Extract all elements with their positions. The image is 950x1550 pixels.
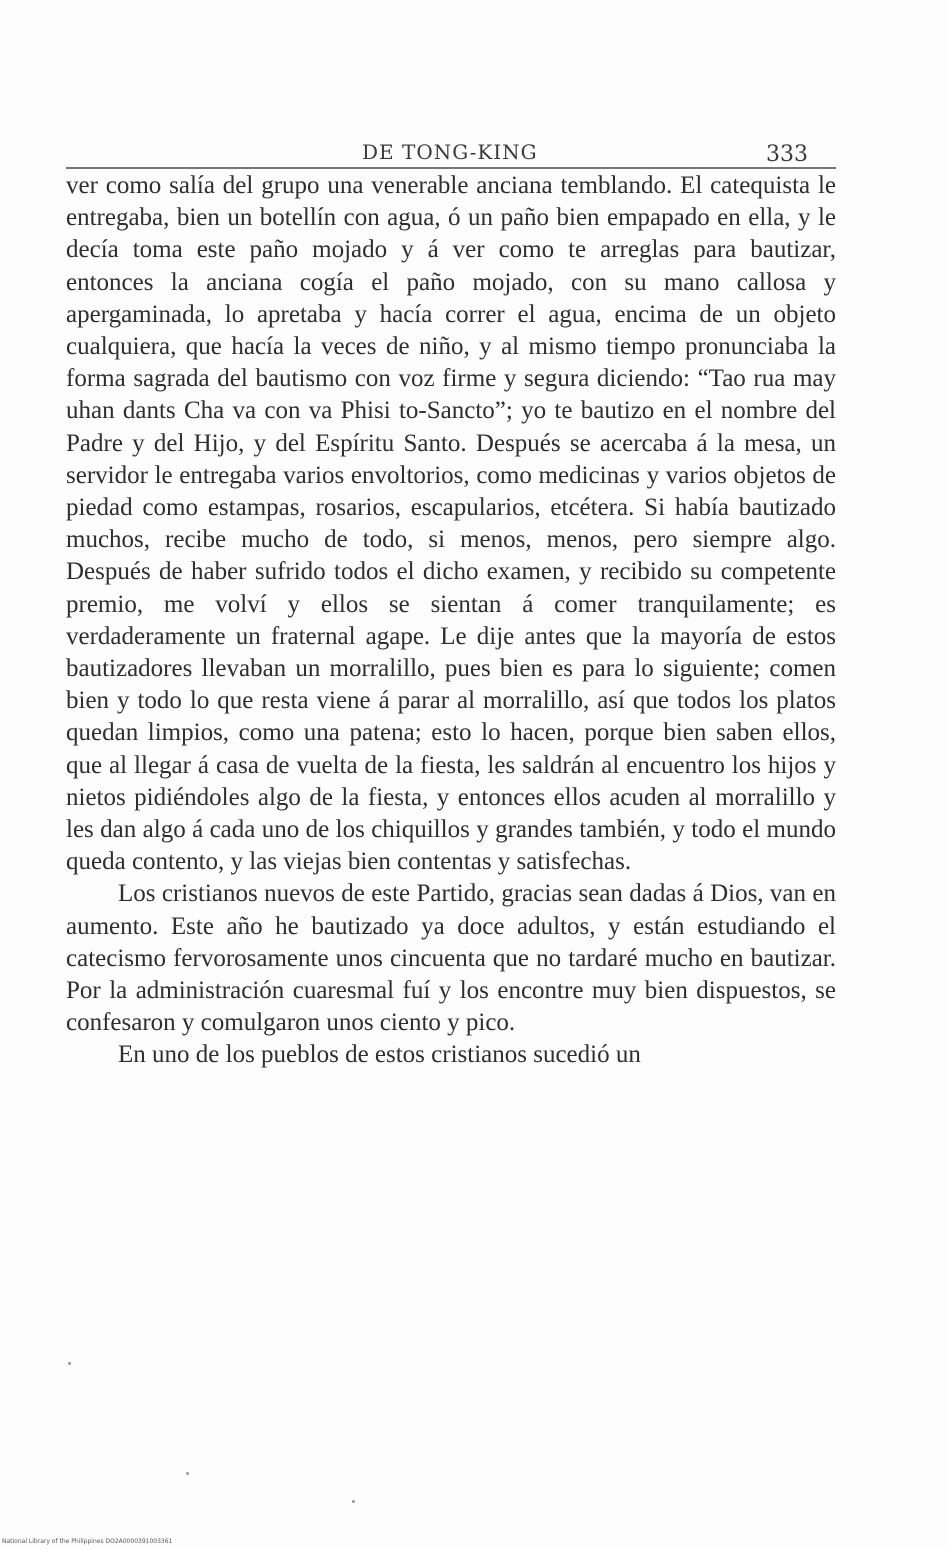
paragraph: Los cristianos nuevos de este Partido, gracias sean dadas á Dios, van en aumento. Este año he bautizado ya doce adultos, y están estudiando el catecismo fervorosamente unos cincuenta que no tardaré mucho en bautizar. Por la administración cuaresmal fuí y los encontre muy bien dispuestos, se confesaron y comulgaron unos ciento y pico. bbox=[66, 880, 836, 1037]
scan-speck bbox=[186, 1472, 189, 1475]
paragraph-continuation: ver como salía del grupo una venerable anciana temblando. El catequista le entregaba, bien un botellín con agua, ó un paño bien empapado en ella, y le decía toma este paño mojado y á ver como te arreglas para bautizar, entonces la anciana cogía el paño mojado, con su mano callosa y apergaminada, lo apretaba y hacía correr el agua, encima de un objeto cualquiera, que hacía la veces de niño, y al mismo tiempo pronunciaba la forma sagrada del bautismo con voz firme y segura diciendo: “Tao rua may uhan dants Cha va con va Phisi to-Sancto”; yo te bautizo en el nombre del Padre y del Hijo, y del Espíritu Santo. Después se acercaba á la mesa, un servidor le entregaba varios envoltorios, como medicinas y varios objetos de piedad como estampas, rosarios, escapularios, etcétera. Si había bautizado muchos, recibe mucho de todo, si menos, menos, pero siempre algo. Después de haber sufrido todos el dicho examen, y recibido su competente premio, me volví y ellos se sientan á comer tranquilamente; es verdaderamente un fraternal agape. Le dije antes que la mayoría de estos bautizadores llevaban un morralillo, pues bien es para lo siguiente; comen bien y todo lo que resta viene á parar al morralillo, así que todos los platos quedan limpios, como una patena; esto lo hacen, porque bien saben ellos, que al llegar á casa de vuelta de la fiesta, les saldrán al encuentro los hijos y nietos pidiéndoles algo de la fiesta, y entonces ellos acuden al morralillo y les dan algo á cada uno de los chiquillos y grandes también, y todo el mundo queda contento, y las viejas bien contentas y satisfechas. bbox=[66, 172, 836, 876]
page-number: 333 bbox=[766, 142, 808, 167]
scan-speck bbox=[68, 1362, 71, 1365]
header-rule bbox=[66, 167, 836, 169]
running-head bbox=[66, 140, 836, 168]
paragraph: En uno de los pueblos de estos cristianos sucedió un bbox=[118, 1041, 641, 1069]
body-text bbox=[66, 170, 836, 1072]
running-title: DE TONG-KING bbox=[362, 140, 538, 164]
footer-credit: National Library of the Philippines DO2A0000391003361 bbox=[2, 1538, 173, 1545]
scan-speck bbox=[352, 1500, 355, 1503]
